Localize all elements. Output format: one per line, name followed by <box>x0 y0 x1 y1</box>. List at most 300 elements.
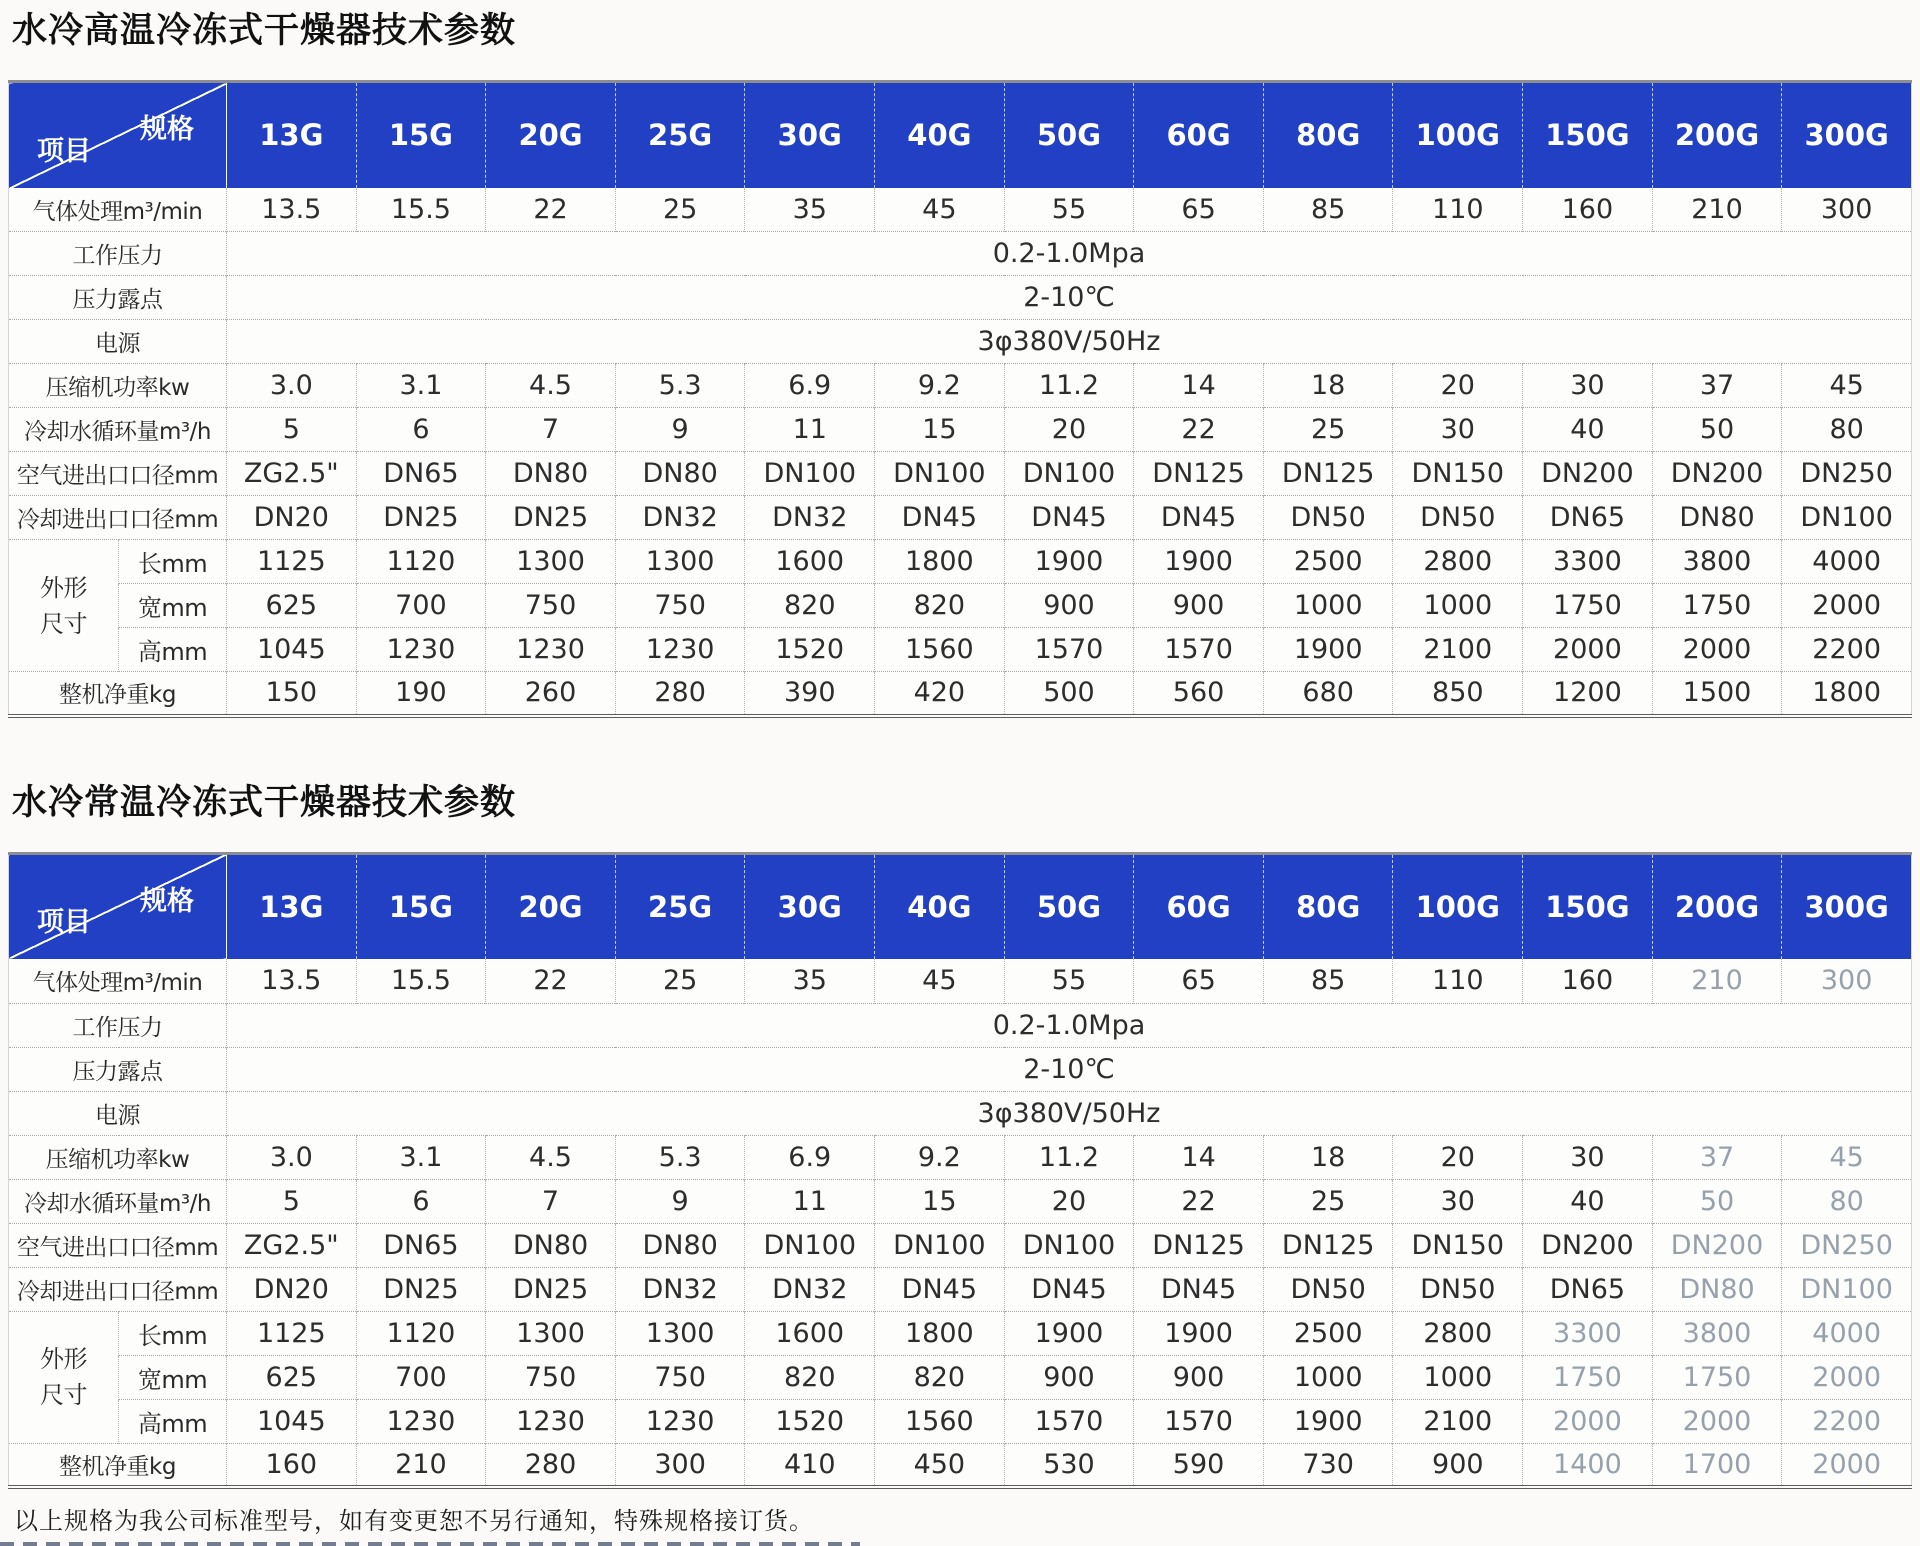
value-cell: 1570 <box>1134 1399 1264 1443</box>
row-span-value: 3φ380V/50Hz <box>227 1091 1912 1135</box>
value-cell: DN200 <box>1652 1223 1782 1267</box>
row-label: 宽mm <box>119 1355 227 1399</box>
value-cell: 1200 <box>1523 672 1653 716</box>
value-cell: 1560 <box>875 1399 1005 1443</box>
row-label: 冷却进出口口径mm <box>9 496 227 540</box>
value-cell: 150 <box>227 672 357 716</box>
value-cell: DN45 <box>1134 496 1264 540</box>
value-cell: 1900 <box>1134 540 1264 584</box>
value-cell: 15.5 <box>356 959 486 1003</box>
row-span-value: 2-10℃ <box>227 276 1912 320</box>
table-row <box>9 452 1912 496</box>
value-cell: 300 <box>615 1443 745 1487</box>
table-body <box>9 959 1912 1487</box>
row-label: 压缩机功率kw <box>9 364 227 408</box>
value-cell: 6 <box>356 1179 486 1223</box>
dimension-group-label: 外形尺寸 <box>9 540 119 672</box>
value-cell: DN50 <box>1263 496 1393 540</box>
column-header-150g: 150G <box>1523 853 1653 959</box>
value-cell: 3.0 <box>227 1135 357 1179</box>
value-cell: 2100 <box>1393 1399 1523 1443</box>
value-cell: 30 <box>1523 364 1653 408</box>
value-cell: DN45 <box>875 496 1005 540</box>
row-label: 电源 <box>9 1091 227 1135</box>
value-cell: 160 <box>1523 188 1653 232</box>
column-header-25g: 25G <box>615 853 745 959</box>
column-header-60g: 60G <box>1134 82 1264 188</box>
value-cell: 6 <box>356 408 486 452</box>
value-cell: 20 <box>1004 408 1134 452</box>
row-label: 整机净重kg <box>9 672 227 716</box>
row-span-value: 0.2-1.0Mpa <box>227 1003 1912 1047</box>
value-cell: 6.9 <box>745 364 875 408</box>
table-row <box>9 1003 1912 1047</box>
value-cell: DN80 <box>1652 496 1782 540</box>
value-cell: 2000 <box>1782 1443 1912 1487</box>
value-cell: 1300 <box>486 540 616 584</box>
value-cell: DN32 <box>745 496 875 540</box>
value-cell: 4.5 <box>486 364 616 408</box>
value-cell: DN25 <box>486 1267 616 1311</box>
value-cell: 1120 <box>356 540 486 584</box>
value-cell: 2000 <box>1523 1399 1653 1443</box>
value-cell: DN200 <box>1523 1223 1653 1267</box>
value-cell: 500 <box>1004 672 1134 716</box>
table-row <box>9 364 1912 408</box>
value-cell: 25 <box>615 188 745 232</box>
value-cell: DN100 <box>1782 1267 1912 1311</box>
table-row <box>9 1355 1912 1399</box>
value-cell: 820 <box>745 1355 875 1399</box>
row-span-value: 2-10℃ <box>227 1047 1912 1091</box>
value-cell: 22 <box>1134 1179 1264 1223</box>
corner-header-cell <box>9 82 227 188</box>
table-row <box>9 1267 1912 1311</box>
table-title: 水冷高温冷冻式干燥器技术参数 <box>12 11 517 51</box>
row-span-value: 3φ380V/50Hz <box>227 320 1912 364</box>
value-cell: 1300 <box>615 540 745 584</box>
table-row <box>9 1311 1912 1355</box>
table-row <box>9 1223 1912 1267</box>
spec-corner-label: 规格 <box>140 114 194 145</box>
column-header-60g: 60G <box>1134 853 1264 959</box>
spec-table-section <box>8 718 1912 1490</box>
table-row <box>9 1399 1912 1443</box>
scan-edge-artifact <box>0 1542 860 1546</box>
value-cell: 45 <box>875 188 1005 232</box>
value-cell: DN45 <box>1134 1267 1264 1311</box>
value-cell: 25 <box>1263 1179 1393 1223</box>
column-header-100g: 100G <box>1393 853 1523 959</box>
value-cell: 700 <box>356 584 486 628</box>
value-cell: 22 <box>486 188 616 232</box>
value-cell: 1800 <box>875 1311 1005 1355</box>
value-cell: 900 <box>1393 1443 1523 1487</box>
value-cell: 15 <box>875 1179 1005 1223</box>
value-cell: 3.1 <box>356 1135 486 1179</box>
column-header-80g: 80G <box>1263 853 1393 959</box>
value-cell: 2200 <box>1782 1399 1912 1443</box>
value-cell: 1230 <box>356 628 486 672</box>
value-cell: DN20 <box>227 496 357 540</box>
value-cell: DN250 <box>1782 1223 1912 1267</box>
row-label: 气体处理m³/min <box>32 198 203 225</box>
value-cell: 3800 <box>1652 540 1782 584</box>
value-cell: 750 <box>486 584 616 628</box>
value-cell: 2800 <box>1393 1311 1523 1355</box>
value-cell: 1900 <box>1134 1311 1264 1355</box>
value-cell: 750 <box>615 1355 745 1399</box>
value-cell: 820 <box>745 584 875 628</box>
value-cell: 210 <box>356 1443 486 1487</box>
value-cell: 22 <box>1134 408 1264 452</box>
value-cell: 1900 <box>1004 1311 1134 1355</box>
value-cell: 40 <box>1523 408 1653 452</box>
value-cell: 2200 <box>1782 628 1912 672</box>
value-cell: 14 <box>1134 1135 1264 1179</box>
column-header-15g: 15G <box>356 853 486 959</box>
spec-corner-label: 规格 <box>140 885 194 917</box>
table-body <box>9 188 1912 716</box>
value-cell: 11 <box>745 1179 875 1223</box>
value-cell: 1520 <box>745 1399 875 1443</box>
value-cell: 7 <box>486 1179 616 1223</box>
spec-table-section <box>8 0 1912 718</box>
value-cell: 410 <box>745 1443 875 1487</box>
value-cell: 750 <box>615 584 745 628</box>
value-cell: 1560 <box>875 628 1005 672</box>
value-cell: DN125 <box>1263 452 1393 496</box>
value-cell: 1230 <box>486 628 616 672</box>
value-cell: 35 <box>745 188 875 232</box>
value-cell: DN100 <box>745 452 875 496</box>
value-cell: DN65 <box>1523 1267 1653 1311</box>
row-label: 压缩机功率kw <box>9 1135 227 1179</box>
table-row <box>9 276 1912 320</box>
table-row <box>9 540 1912 584</box>
value-cell: 110 <box>1393 959 1523 1003</box>
value-cell: 1900 <box>1263 1399 1393 1443</box>
table-row <box>9 584 1912 628</box>
header-row <box>9 853 1912 959</box>
row-label: 高mm <box>119 628 227 672</box>
value-cell: 4.5 <box>486 1135 616 1179</box>
value-cell: 390 <box>745 672 875 716</box>
value-cell: 1230 <box>615 1399 745 1443</box>
value-cell: 80 <box>1782 1179 1912 1223</box>
value-cell: DN25 <box>356 496 486 540</box>
value-cell: 85 <box>1263 188 1393 232</box>
value-cell: 5.3 <box>615 364 745 408</box>
value-cell: DN32 <box>615 1267 745 1311</box>
table-header <box>9 82 1912 188</box>
column-header-20g: 20G <box>486 853 616 959</box>
value-cell: 160 <box>1523 959 1653 1003</box>
value-cell: 900 <box>1134 1355 1264 1399</box>
value-cell: DN80 <box>1652 1267 1782 1311</box>
item-corner-label: 项目 <box>37 907 91 938</box>
value-cell: 1500 <box>1652 672 1782 716</box>
value-cell: 1125 <box>227 540 357 584</box>
table-row <box>9 1091 1912 1135</box>
value-cell: 260 <box>486 672 616 716</box>
value-cell: 25 <box>615 959 745 1003</box>
value-cell: DN125 <box>1134 1223 1264 1267</box>
value-cell: 2000 <box>1652 1399 1782 1443</box>
value-cell: 30 <box>1393 408 1523 452</box>
value-cell: DN50 <box>1263 1267 1393 1311</box>
row-label: 气体处理m³/min <box>32 970 203 997</box>
value-cell: DN150 <box>1393 452 1523 496</box>
value-cell: 300 <box>1782 188 1912 232</box>
value-cell: 820 <box>875 584 1005 628</box>
value-cell: DN200 <box>1523 452 1653 496</box>
value-cell: DN100 <box>1782 496 1912 540</box>
value-cell: 1800 <box>1782 672 1912 716</box>
row-label: 空气进出口口径mm <box>9 1223 227 1267</box>
value-cell: DN250 <box>1782 452 1912 496</box>
value-cell: 2500 <box>1263 540 1393 584</box>
table-row <box>9 232 1912 276</box>
value-cell: 560 <box>1134 672 1264 716</box>
table-row <box>9 1179 1912 1223</box>
value-cell: 30 <box>1393 1179 1523 1223</box>
value-cell: 5.3 <box>615 1135 745 1179</box>
row-label: 冷却进出口口径mm <box>9 1267 227 1311</box>
value-cell: DN65 <box>1523 496 1653 540</box>
value-cell: 55 <box>1004 959 1134 1003</box>
value-cell: 1000 <box>1393 584 1523 628</box>
row-label: 冷却水循环量m³/h <box>9 1179 227 1223</box>
table-row <box>9 1047 1912 1091</box>
corner-header-cell <box>9 853 227 959</box>
row-label: 高mm <box>119 1399 227 1443</box>
dimension-group-label: 外形尺寸 <box>9 1311 119 1443</box>
value-cell: ZG2.5" <box>227 1223 357 1267</box>
value-cell: DN32 <box>615 496 745 540</box>
value-cell: 18 <box>1263 364 1393 408</box>
value-cell: 1400 <box>1523 1443 1653 1487</box>
row-label: 冷却水循环量m³/h <box>9 408 227 452</box>
table-row <box>9 959 1912 1003</box>
value-cell: 11.2 <box>1004 364 1134 408</box>
value-cell: 13.5 <box>227 959 357 1003</box>
value-cell: 5 <box>227 1179 357 1223</box>
column-header-50g: 50G <box>1004 82 1134 188</box>
value-cell: 9.2 <box>875 364 1005 408</box>
value-cell: 45 <box>1782 1135 1912 1179</box>
value-cell: 20 <box>1393 1135 1523 1179</box>
value-cell: 80 <box>1782 408 1912 452</box>
column-header-30g: 30G <box>745 82 875 188</box>
value-cell: 1600 <box>745 1311 875 1355</box>
value-cell: 1800 <box>875 540 1005 584</box>
value-cell: 9 <box>615 408 745 452</box>
value-cell: 40 <box>1523 1179 1653 1223</box>
column-header-50g: 50G <box>1004 853 1134 959</box>
column-header-300g: 300G <box>1782 82 1912 188</box>
table-title: 水冷常温冷冻式干燥器技术参数 <box>12 782 517 823</box>
value-cell: 680 <box>1263 672 1393 716</box>
value-cell: 900 <box>1004 584 1134 628</box>
value-cell: 190 <box>356 672 486 716</box>
value-cell: DN65 <box>356 1223 486 1267</box>
value-cell: 2000 <box>1523 628 1653 672</box>
value-cell: 1570 <box>1004 1399 1134 1443</box>
value-cell: 45 <box>1782 364 1912 408</box>
value-cell: 15 <box>875 408 1005 452</box>
value-cell: 1045 <box>227 628 357 672</box>
value-cell: 1230 <box>615 628 745 672</box>
column-header-200g: 200G <box>1652 853 1782 959</box>
value-cell: DN80 <box>615 452 745 496</box>
item-corner-label: 项目 <box>37 135 91 167</box>
value-cell: 420 <box>875 672 1005 716</box>
value-cell: DN65 <box>356 452 486 496</box>
column-header-150g: 150G <box>1523 82 1653 188</box>
value-cell: 20 <box>1393 364 1523 408</box>
table-row <box>9 188 1912 232</box>
value-cell: 7 <box>486 408 616 452</box>
value-cell: 1000 <box>1263 584 1393 628</box>
value-cell: 1750 <box>1523 1355 1653 1399</box>
value-cell: 1045 <box>227 1399 357 1443</box>
value-cell: 65 <box>1134 188 1264 232</box>
value-cell: 625 <box>227 584 357 628</box>
value-cell: 625 <box>227 1355 357 1399</box>
value-cell: 35 <box>745 959 875 1003</box>
value-cell: 55 <box>1004 188 1134 232</box>
value-cell: 590 <box>1134 1443 1264 1487</box>
value-cell: 2000 <box>1782 584 1912 628</box>
value-cell: 850 <box>1393 672 1523 716</box>
footer-note: 以上规格为我公司标准型号，如有变更恕不另行通知，特殊规格接订货。 <box>14 1507 814 1535</box>
row-span-value: 0.2-1.0Mpa <box>227 232 1912 276</box>
value-cell: DN45 <box>1004 1267 1134 1311</box>
value-cell: 4000 <box>1782 540 1912 584</box>
value-cell: 22 <box>486 959 616 1003</box>
value-cell: 530 <box>1004 1443 1134 1487</box>
value-cell: 210 <box>1652 188 1782 232</box>
value-cell: 65 <box>1134 959 1264 1003</box>
value-cell: DN25 <box>486 496 616 540</box>
value-cell: 37 <box>1652 364 1782 408</box>
value-cell: 700 <box>356 1355 486 1399</box>
value-cell: 280 <box>486 1443 616 1487</box>
value-cell: 50 <box>1652 408 1782 452</box>
value-cell: 9.2 <box>875 1135 1005 1179</box>
value-cell: 3.1 <box>356 364 486 408</box>
value-cell: 9 <box>615 1179 745 1223</box>
value-cell: 30 <box>1523 1135 1653 1179</box>
value-cell: DN100 <box>745 1223 875 1267</box>
value-cell: 2000 <box>1782 1355 1912 1399</box>
column-header-30g: 30G <box>745 853 875 959</box>
value-cell: 900 <box>1134 584 1264 628</box>
value-cell: 820 <box>875 1355 1005 1399</box>
column-header-13g: 13G <box>227 82 357 188</box>
table-row <box>9 628 1912 672</box>
row-label: 工作压力 <box>9 1003 227 1047</box>
row-label: 压力露点 <box>9 276 227 320</box>
value-cell: DN80 <box>486 452 616 496</box>
column-header-13g: 13G <box>227 853 357 959</box>
value-cell: 4000 <box>1782 1311 1912 1355</box>
spec-table <box>8 852 1912 1490</box>
value-cell: DN50 <box>1393 1267 1523 1311</box>
value-cell: 110 <box>1393 188 1523 232</box>
value-cell: 450 <box>875 1443 1005 1487</box>
value-cell: 14 <box>1134 364 1264 408</box>
value-cell: 45 <box>875 959 1005 1003</box>
value-cell: 1900 <box>1263 628 1393 672</box>
spec-table <box>8 80 1912 718</box>
value-cell: DN200 <box>1652 452 1782 496</box>
value-cell: 900 <box>1004 1355 1134 1399</box>
column-header-40g: 40G <box>875 853 1005 959</box>
value-cell: 1750 <box>1652 1355 1782 1399</box>
column-header-20g: 20G <box>486 82 616 188</box>
value-cell: 3800 <box>1652 1311 1782 1355</box>
row-label: 整机净重kg <box>9 1443 227 1487</box>
value-cell: 3300 <box>1523 540 1653 584</box>
value-cell: DN100 <box>1004 1223 1134 1267</box>
value-cell: 2800 <box>1393 540 1523 584</box>
row-label: 空气进出口口径mm <box>9 452 227 496</box>
value-cell: DN80 <box>486 1223 616 1267</box>
value-cell: 6.9 <box>745 1135 875 1179</box>
value-cell: 85 <box>1263 959 1393 1003</box>
value-cell: 50 <box>1652 1179 1782 1223</box>
value-cell: 25 <box>1263 408 1393 452</box>
row-label: 压力露点 <box>9 1047 227 1091</box>
table-row <box>9 496 1912 540</box>
value-cell: 2500 <box>1263 1311 1393 1355</box>
column-header-300g: 300G <box>1782 853 1912 959</box>
row-label: 电源 <box>9 320 227 364</box>
row-label: 长mm <box>119 540 227 584</box>
value-cell: 1300 <box>615 1311 745 1355</box>
value-cell: DN125 <box>1134 452 1264 496</box>
value-cell: 160 <box>227 1443 357 1487</box>
value-cell: 750 <box>486 1355 616 1399</box>
value-cell: 1520 <box>745 628 875 672</box>
value-cell: DN45 <box>1004 496 1134 540</box>
value-cell: ZG2.5" <box>227 452 357 496</box>
value-cell: DN50 <box>1393 496 1523 540</box>
value-cell: 5 <box>227 408 357 452</box>
column-header-25g: 25G <box>615 82 745 188</box>
value-cell: 1125 <box>227 1311 357 1355</box>
header-row <box>9 82 1912 188</box>
row-label: 工作压力 <box>9 232 227 276</box>
column-header-100g: 100G <box>1393 82 1523 188</box>
value-cell: 20 <box>1004 1179 1134 1223</box>
row-label: 宽mm <box>119 584 227 628</box>
value-cell: 1700 <box>1652 1443 1782 1487</box>
value-cell: DN80 <box>615 1223 745 1267</box>
value-cell: 730 <box>1263 1443 1393 1487</box>
value-cell: 1000 <box>1393 1355 1523 1399</box>
value-cell: DN20 <box>227 1267 357 1311</box>
value-cell: 1600 <box>745 540 875 584</box>
column-header-200g: 200G <box>1652 82 1782 188</box>
value-cell: DN100 <box>1004 452 1134 496</box>
table-row <box>9 1135 1912 1179</box>
value-cell: 1230 <box>356 1399 486 1443</box>
value-cell: 3.0 <box>227 364 357 408</box>
value-cell: 210 <box>1652 959 1782 1003</box>
